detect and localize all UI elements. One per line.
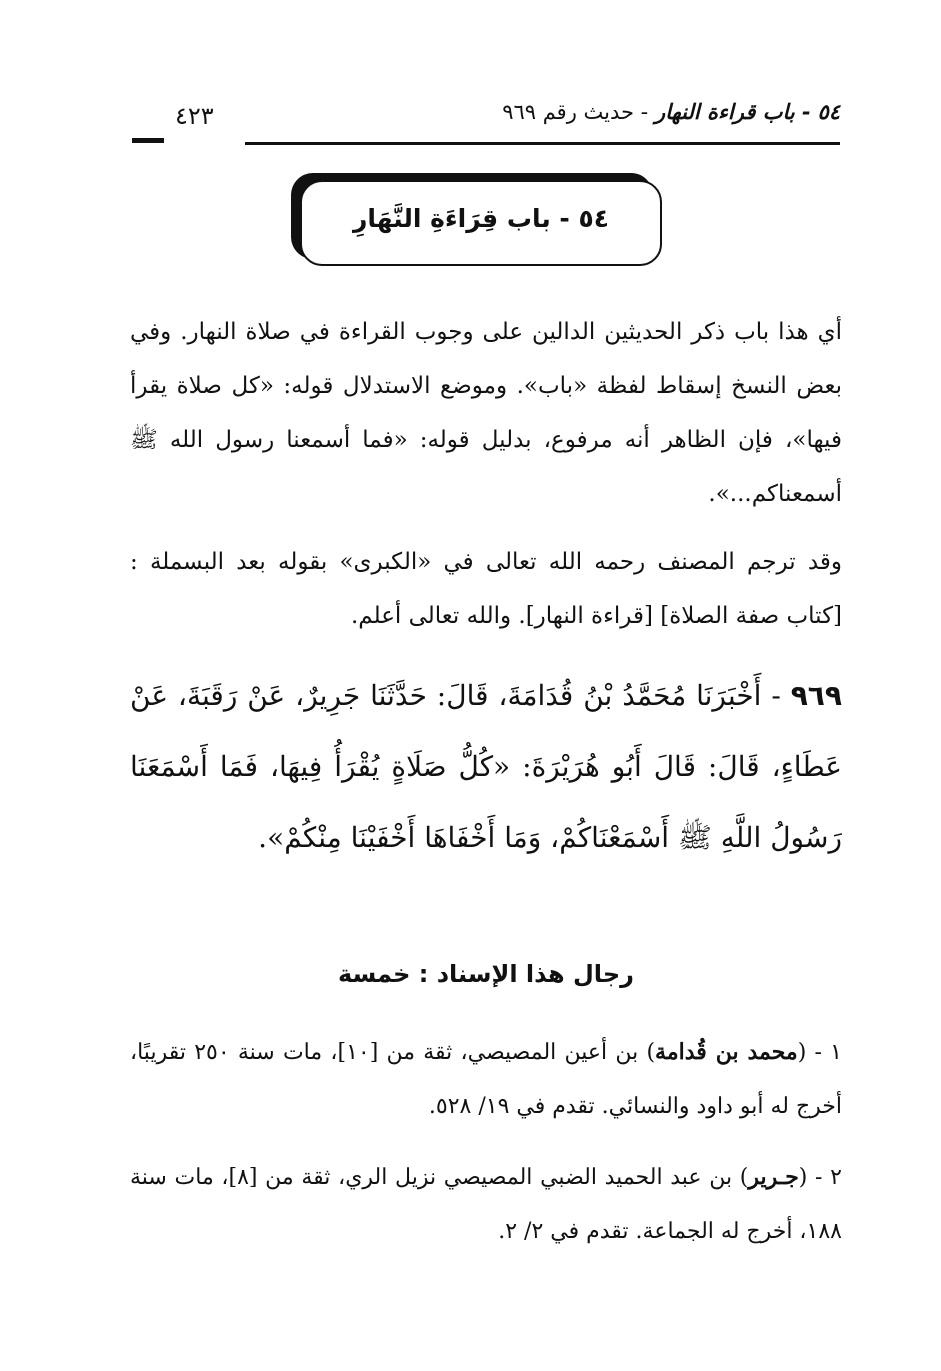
narrator-1-prefix: ١ - ( xyxy=(797,1040,842,1065)
narrator-2-name: جـرير xyxy=(748,1164,799,1190)
running-header xyxy=(130,100,840,150)
header-rule xyxy=(245,142,840,145)
chapter-title-box xyxy=(300,180,662,266)
header-hadith-ref: - حديث رقم ٩٦٩ xyxy=(502,100,649,124)
hadith-body: - أَخْبَرَنَا مُحَمَّدُ بْنُ قُدَامَةَ، قَالَ: حَدَّثَنَا جَرِيرٌ، عَنْ رَقَبَةَ، عَنْ عَطَاءٍ، قَالَ: قَالَ أَبُو هُرَيْرَةَ: «كُلُّ صَلَاةٍ يُقْرَأُ فِيهَا، فَمَا أَسْمَعَنَا رَسُولُ اللَّهِ ﷺ أَسْمَعْنَاكُمْ، وَمَا أَخْفَاهَا أَخْفَيْنَا مِنْكُمْ». xyxy=(130,679,842,854)
page-number: ٤٢٣ xyxy=(175,102,214,130)
chapter-title: ٥٤ - باب قِرَاءَةِ النَّهَارِ xyxy=(352,204,610,233)
header-chapter-title: - باب قراءة النهار xyxy=(654,100,811,124)
narrator-entry-2 xyxy=(130,1150,842,1259)
narrator-2-details: ) بن عبد الحميد الضبي المصيصي نزيل الري، ثقة من [٨]، مات سنة ١٨٨، أخرج له الجماعة. تقدم في ٢/ ٢. xyxy=(130,1165,842,1244)
header-title xyxy=(502,100,840,124)
narrator-1-details: ) بن أعين المصيصي، ثقة من [١٠]، مات سنة ٢٥٠ تقريبًا، أخرج له أبو داود والنسائي. تقدم في ١٩/ ٥٢٨. xyxy=(130,1040,842,1119)
header-chapter-number: ٥٤ xyxy=(817,100,840,124)
hadith-text xyxy=(130,660,842,873)
narrator-entry-1 xyxy=(130,1025,842,1134)
narrator-2-prefix: ٢ - ( xyxy=(798,1165,842,1190)
hadith-number: ٩٦٩ xyxy=(790,679,842,712)
page-number-dash xyxy=(132,138,164,143)
narrator-1-name: محمد بن قُدامة xyxy=(655,1039,798,1065)
commentary-paragraph-2: وقد ترجم المصنف رحمه الله تعالى في «الكبرى» بقوله بعد البسملة : [كتاب صفة الصلاة] [قراءة النهار]. والله تعالى أعلم. xyxy=(130,549,842,629)
commentary-paragraph-1: أي هذا باب ذكر الحديثين الدالين على وجوب القراءة في صلاة النهار. وفي بعض النسخ إسقاط لفظة «باب». وموضع الاستدلال قوله: «كل صلاة يقرأ فيها»، فإن الظاهر أنه مرفوع، بدليل قوله: «فما أسمعنا رسول الله ﷺ أسمعناكم...». xyxy=(130,319,842,507)
section-heading: رجال هذا الإسناد : خمسة xyxy=(338,960,634,988)
